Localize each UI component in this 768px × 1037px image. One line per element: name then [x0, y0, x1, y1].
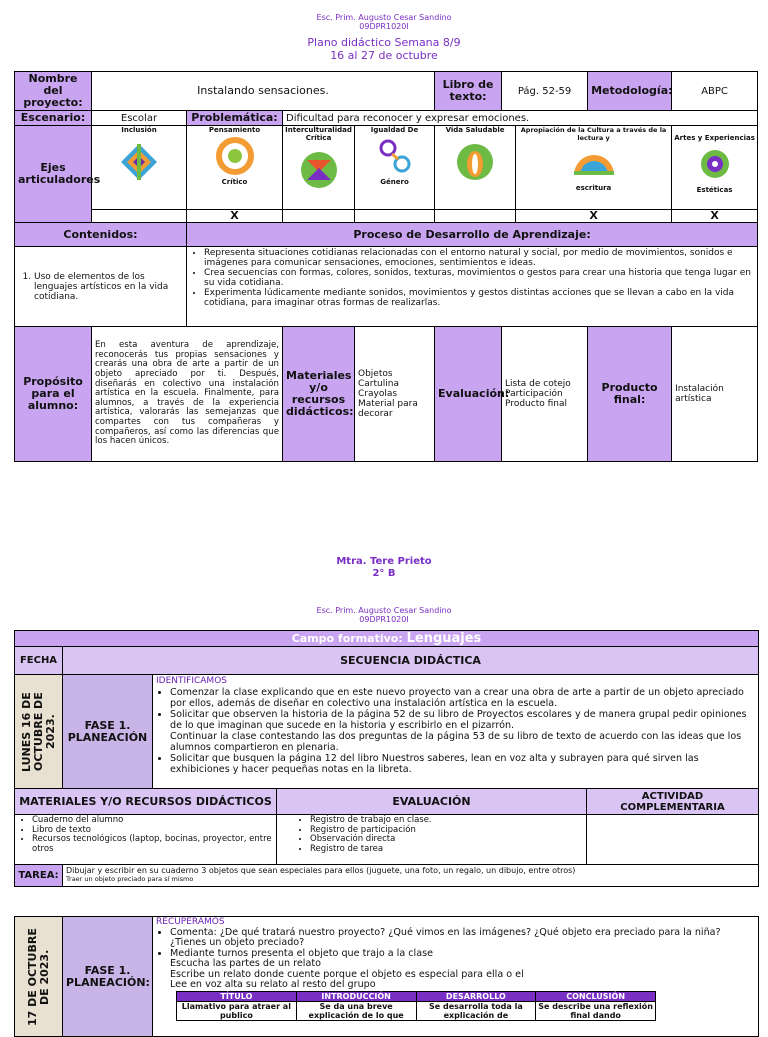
axis-sub: Género [380, 178, 409, 186]
day2-line: Escribe un relato donde cuente porque el objeto es especial para ella o el [170, 968, 524, 980]
axis-interculturalidad [283, 126, 355, 210]
reading-writing-icon [572, 149, 616, 177]
teacher-name: Mtra. Tere Prieto [336, 556, 432, 567]
day1-item: • Solicitar que busquen la página 12 del libro Nuestros saberes, lean en voz alta y subrayen para qué sirven las exhibiciones y hacer pequeñas notas en la libreta. [170, 753, 755, 775]
axis-mark [355, 210, 435, 223]
material-item: Objetos [358, 369, 393, 379]
eval-item: • Registro de tarea [310, 845, 583, 855]
axis-mark: X [672, 210, 758, 223]
axis-mark [92, 210, 187, 223]
plan-dates: 16 al 27 de octubre [330, 49, 438, 62]
day2-label: 17 DE OCTUBRE DE 2023. [25, 927, 51, 1026]
tarea-cell [63, 865, 759, 887]
axes-label: Ejes articuladores [15, 126, 92, 223]
axis-apropiacion [516, 126, 672, 210]
tarea-label: TAREA: [15, 865, 63, 887]
campo-name: Lenguajes [406, 631, 482, 646]
materials-cell [355, 327, 435, 462]
material-item: • Cuaderno del alumno [32, 816, 273, 826]
story-structure-table [176, 991, 656, 1021]
method-value: ABPC [672, 72, 758, 111]
product-label: Producto final: [588, 327, 672, 462]
day1-cell [15, 675, 63, 789]
materials-list [15, 815, 277, 865]
story-header: CONCLUSIÓN [536, 991, 656, 1001]
identify-label: IDENTIFICAMOS [156, 676, 227, 686]
day2-activities [153, 917, 759, 1037]
purpose-label: Propósito para el alumno: [15, 327, 92, 462]
material-item: Cartulina [358, 379, 399, 389]
eval-item: • Registro de trabajo en clase. [310, 816, 583, 826]
story-cell: Se describe una reflexión final dando [536, 1001, 656, 1020]
process-item: • Experimenta lúdicamente mediante sonidos, movimientos y gestos distintas acciones que se llevan a cabo en la vida cotidiana, para imaginar otras formas de realizarlas. [204, 288, 754, 308]
group-label: 2° B [372, 568, 396, 579]
day2-line: Lee en voz alta su relato al resto del grupo [170, 979, 376, 990]
axis-vida-saludable [435, 126, 516, 210]
axis-mark: X [516, 210, 672, 223]
axis-name: Igualdad De [370, 126, 419, 134]
sequence-table [14, 630, 759, 887]
axis-mark: X [187, 210, 283, 223]
recover-label: RECUPERAMOS [156, 917, 225, 927]
method-label: Metodología: [588, 72, 672, 111]
axis-inclusion [92, 126, 187, 210]
school-code-2: 09DPR1020I [359, 615, 409, 624]
book-pages: Pág. 52-59 [502, 72, 588, 111]
tarea-line: Traer un objeto preciado para sí mismo [66, 875, 194, 883]
problem-label: Problemática: [187, 111, 283, 126]
axis-pensamiento [187, 126, 283, 210]
story-cell: Se desarrolla toda la explicación de [416, 1001, 536, 1020]
process-item: • Representa situaciones cotidianas relacionadas con el entorno natural y social, por medio de movimientos, sonidos e imágenes para comunicar sensaciones, emociones, sentimientos e ideas. [204, 248, 754, 268]
campo-prefix: Campo formativo: [291, 632, 403, 645]
contents-label: Contenidos: [15, 223, 187, 247]
school-code: 09DPR1020I [359, 22, 409, 31]
process-cell [187, 247, 758, 327]
sequence-label: SECUENCIA DIDÁCTICA [63, 647, 759, 675]
gender-equality-icon [378, 138, 412, 174]
scenario-label: Escenario: [15, 111, 92, 126]
problem-value: Dificultad para reconocer y expresar emociones. [283, 111, 758, 126]
school-name-2: Esc. Prim. Augusto Cesar Sandino [316, 606, 452, 615]
content-item: 1. Uso de elementos de los lenguajes artísticos en la vida cotidiana. [34, 272, 183, 302]
day1-item: • Solicitar que observen la historia de la página 52 de su libro de Proyectos escolares y de manera grupal pedir opiniones de lo que imaginan que sucede en la historia y escribirlo en el pizarrón. [170, 709, 755, 731]
material-item: • Libro de texto [32, 826, 273, 836]
story-cell: Llamativo para atraer al publico [177, 1001, 297, 1020]
intercultural-icon [299, 150, 339, 190]
campo-header [15, 631, 759, 647]
process-label: Proceso de Desarrollo de Aprendizaje: [187, 223, 758, 247]
axis-mark [283, 210, 355, 223]
material-item: • Recursos tecnológicos (laptop, bocinas, proyector, entre otros [32, 835, 273, 854]
day1-item: Continuar la clase contestando las dos preguntas de la página 53 de su libro de texto de acuerdo con las ideas que los alumnos compartieron en plenaria. [170, 731, 742, 753]
critical-thinking-icon [216, 137, 254, 175]
process-item: • Crea secuencias con formas, colores, sonidos, texturas, movimientos o gestos para crear una historia que tenga lugar en su vida cotidiana. [204, 268, 754, 288]
contents-cell [15, 247, 187, 327]
evaluation-list [277, 815, 587, 865]
day2-cell [15, 917, 63, 1037]
axis-sub: Crítico [221, 178, 248, 186]
axis-name: Apropiación de la Cultura a través de la lectura y [520, 126, 667, 142]
eval-item: • Registro de participación [310, 826, 583, 836]
axis-name: Pensamiento [208, 126, 261, 134]
materials-header: MATERIALES Y/O RECURSOS DIDÁCTICOS [15, 789, 277, 815]
purpose-text: En esta aventura de aprendizaje, reconocerás tus propias sensaciones y crearás una obra de arte a partir de un objeto apreciado por ti. Después, diseñarás en colectivo una instalación artística en la escuela. Finalmente, para alumnos, a través de la experiencia artística, valorarás las semejanzas que compartes con tus compañeras y compañeros, así como las diferencias que los hacen únicos. [92, 327, 283, 462]
eval-item: • Observación directa [310, 835, 583, 845]
axis-name: Artes y Experiencias [674, 134, 755, 142]
axis-name: Interculturalidad Crítica [285, 126, 352, 142]
day2-line: Escucha las partes de un relato [170, 958, 321, 969]
phase1-label: FASE 1. PLANEACIÓN [63, 675, 153, 789]
book-label: Libro de texto: [435, 72, 502, 111]
inclusion-icon [119, 142, 159, 182]
product-value: Instalación artística [672, 327, 758, 462]
scenario-value: Escolar [92, 111, 187, 126]
evaluation-label: Evaluación: [435, 327, 502, 462]
evaluation-item: Lista de cotejo [505, 379, 571, 389]
day1-activities [153, 675, 759, 789]
story-header: INTRODUCCIÓN [296, 991, 416, 1001]
axis-mark [435, 210, 516, 223]
day1-label: LUNES 16 DE OCTUBRE DE 2023. [19, 691, 57, 772]
materials-label: Materiales y/o recursos didácticos: [283, 327, 355, 462]
activity-cell [587, 815, 759, 865]
material-item: Crayolas [358, 389, 398, 399]
material-item: Material para decorar [358, 399, 418, 419]
story-header: TÍTULO [177, 991, 297, 1001]
day1-item: • Comenzar la clase explicando que en este nuevo proyecto van a crear una obra de arte a partir de un objeto apreciado por ellos, además de diseñar en colectivo una instalación artística en la escuela. [170, 687, 755, 709]
arts-icon [697, 146, 733, 182]
axis-igualdad [355, 126, 435, 210]
axis-name: Inclusión [121, 126, 157, 134]
axis-sub: Estéticas [696, 186, 733, 194]
project-name: Instalando sensaciones. [92, 72, 435, 111]
phase1b-label: FASE 1. PLANEACIÓN: [63, 917, 153, 1037]
evaluation-header: EVALUACIÓN [277, 789, 587, 815]
axis-name: Vida Saludable [445, 126, 505, 134]
fecha-label: FECHA [15, 647, 63, 675]
axis-artes [672, 126, 758, 210]
tarea-line: Dibujar y escribir en su cuaderno 3 objetos que sean especiales para ellos (juguete, una foto, un regalo, un dibujo, entre otros) [66, 866, 576, 875]
plan-title: Plano didáctico Semana 8/9 [307, 36, 461, 49]
evaluation-cell [502, 327, 588, 462]
evaluation-item: Producto final [505, 399, 567, 409]
day2-item: • Comenta: ¿De qué tratará nuestro proyecto? ¿Qué vimos en las imágenes? ¿Qué objeto era preciado para la niña? ¿Tienes un objeto preciado? [170, 928, 755, 949]
sequence-table-2 [14, 916, 759, 1037]
school-name: Esc. Prim. Augusto Cesar Sandino [316, 13, 452, 22]
axis-sub: escritura [575, 184, 612, 192]
story-cell: Se da una breve explicación de lo que [296, 1001, 416, 1020]
story-header: DESARROLLO [416, 991, 536, 1001]
project-label: Nombre del proyecto: [15, 72, 92, 111]
evaluation-item: Participación [505, 389, 563, 399]
activity-header: ACTIVIDAD COMPLEMENTARIA [587, 789, 759, 815]
day2-item: • Mediante turnos presenta el objeto que trajo a la clase [170, 949, 755, 960]
project-table [14, 71, 758, 462]
healthy-life-icon [455, 142, 495, 182]
